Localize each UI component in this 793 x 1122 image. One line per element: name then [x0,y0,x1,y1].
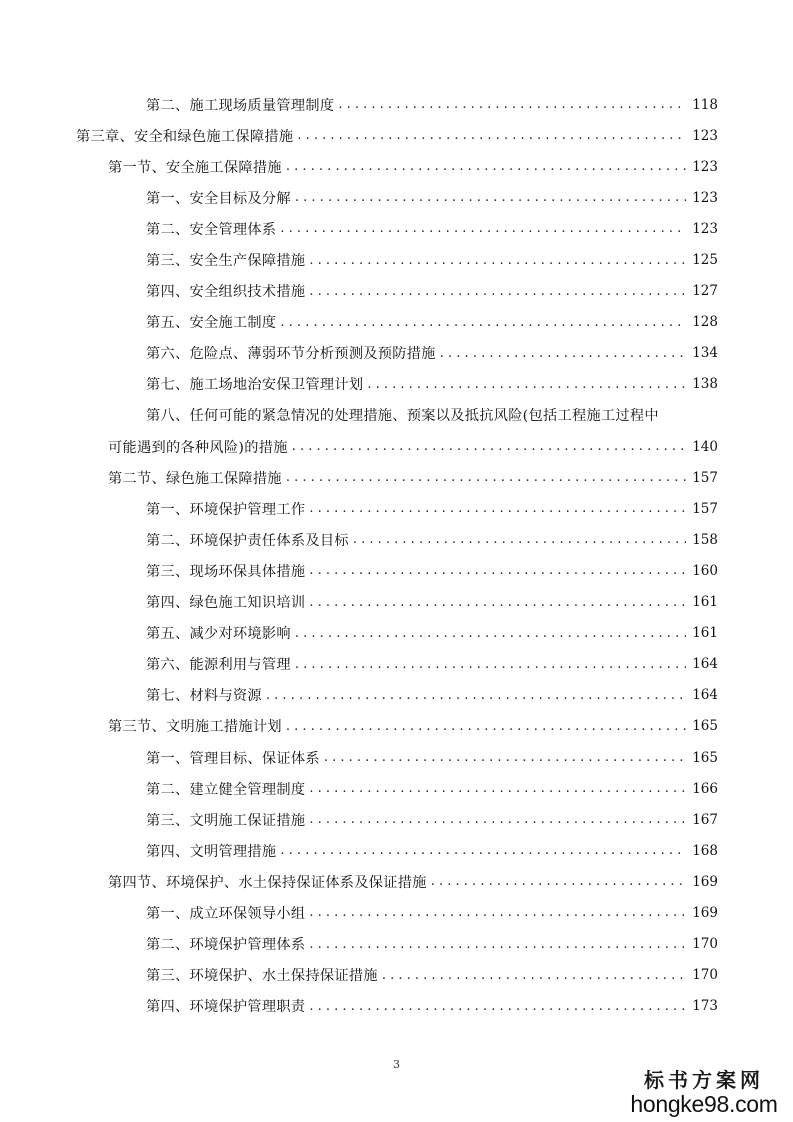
toc-leader-dots [353,532,686,547]
toc-entry-title: 第三节、文明施工措施计划 [108,719,282,736]
toc-leader-dots [295,190,686,205]
toc-entry-title: 第四、环境保护管理职责 [146,999,306,1016]
toc-entry-title: 第四、文明管理措施 [146,843,277,860]
toc-entry-title: 第二节、绿色施工保障措施 [108,470,282,487]
toc-entry[interactable] [0,307,793,338]
toc-leader-dots [266,688,686,703]
toc-entry[interactable] [0,960,793,991]
toc-entry-page: 157 [692,500,718,517]
toc-leader-dots [286,159,686,174]
toc-leader-dots [295,657,686,672]
watermark [629,1064,779,1118]
toc-entry-page: 169 [692,873,718,890]
toc-entry-title: 第三、安全生产保障措施 [146,253,306,270]
toc-entry-title: 第三章、安全和绿色施工保障措施 [76,128,294,145]
toc-entry[interactable] [0,804,793,835]
toc-entry[interactable] [0,244,793,275]
toc-entry-title: 第六、能源利用与管理 [146,657,291,674]
toc-entry-title: 第二、安全管理体系 [146,221,277,238]
toc-entry-title: 第八、任何可能的紧急情况的处理措施、预案以及抵抗风险(包括工程施工过程中 [146,408,659,425]
toc-entry-title: 第二、施工现场质量管理制度 [146,97,335,114]
toc-entry[interactable] [0,555,793,586]
toc-entry[interactable] [0,182,793,213]
toc-entry[interactable] [0,742,793,773]
table-of-contents [0,89,793,1022]
toc-entry[interactable] [0,276,793,307]
toc-entry-title: 第一节、安全施工保障措施 [108,159,282,176]
toc-entry-title: 第三、环境保护、水土保持保证措施 [146,968,378,985]
toc-entry[interactable] [0,773,793,804]
toc-entry[interactable] [0,338,793,369]
toc-entry-page: 167 [692,811,718,828]
toc-leader-dots [286,719,686,734]
toc-entry[interactable] [0,680,793,711]
toc-entry-title: 第七、施工场地治安保卫管理计划 [146,377,364,394]
toc-entry-title: 第一、环境保护管理工作 [146,501,306,518]
toc-entry-title: 第五、减少对环境影响 [146,626,291,643]
toc-entry[interactable] [0,213,793,244]
toc-leader-dots [382,968,686,983]
toc-leader-dots [324,750,686,765]
toc-entry-title: 第一、管理目标、保证体系 [146,750,320,767]
watermark-url: hongke98.com [630,1091,778,1117]
toc-entry[interactable] [0,587,793,618]
toc-entry[interactable] [0,711,793,742]
toc-entry[interactable] [0,493,793,524]
toc-entry-title: 第四节、环境保护、水土保持保证体系及保证措施 [108,874,427,891]
toc-entry-title: 第二、环境保护管理体系 [146,937,306,954]
toc-leader-dots [297,128,686,143]
toc-entry-title: 第一、成立环保领导小组 [146,905,306,922]
toc-leader-dots [309,937,686,952]
toc-leader-dots [338,97,686,112]
toc-entry-page: 127 [692,283,718,300]
toc-entry[interactable] [0,618,793,649]
toc-entry[interactable] [0,462,793,493]
toc-leader-dots [309,284,686,299]
toc-entry-page: 123 [692,220,718,237]
toc-leader-dots [440,346,686,361]
toc-entry-page: 138 [692,376,718,393]
toc-entry-title: 第三、文明施工保证措施 [146,812,306,829]
toc-leader-dots [309,905,686,920]
toc-entry-page: 134 [692,345,718,362]
toc-entry[interactable] [0,866,793,897]
toc-entry-page: 170 [692,936,718,953]
toc-entry-page: 160 [692,562,718,579]
toc-leader-dots [309,595,686,610]
toc-leader-dots [280,315,686,330]
toc-entry-page: 164 [692,687,718,704]
toc-entry-title: 第三、现场环保具体措施 [146,563,306,580]
toc-entry[interactable] [0,431,793,462]
toc-entry-page: 168 [692,842,718,859]
toc-leader-dots [309,781,686,796]
toc-entry-page: 170 [692,967,718,984]
toc-leader-dots [367,377,686,392]
toc-entry-title: 第七、材料与资源 [146,688,262,705]
toc-entry-page: 161 [692,594,718,611]
page-number: 3 [393,1058,400,1071]
toc-entry-page: 123 [692,189,718,206]
toc-entry-page: 158 [692,531,718,548]
toc-entry-page: 169 [692,904,718,921]
toc-entry[interactable] [0,89,793,120]
toc-entry-page: 123 [692,127,718,144]
toc-leader-dots [286,470,686,485]
toc-entry-title: 可能遇到的各种风险)的措施 [108,439,288,456]
toc-entry-page: 165 [692,718,718,735]
toc-entry-page: 166 [692,780,718,797]
toc-entry-page: 140 [692,438,718,455]
toc-entry-page: 157 [692,469,718,486]
toc-entry-page: 164 [692,656,718,673]
toc-entry-page: 118 [692,96,718,113]
toc-leader-dots [309,563,686,578]
toc-entry[interactable] [0,120,793,151]
toc-entry-page: 125 [692,252,718,269]
watermark-brand: 标书方案网 [644,1068,764,1092]
toc-entry[interactable] [0,929,793,960]
toc-entry[interactable] [0,369,793,400]
toc-entry-page: 128 [692,314,718,331]
toc-leader-dots [280,843,686,858]
toc-entry-page: 165 [692,749,718,766]
toc-entry[interactable] [0,151,793,182]
toc-entry-title: 第二、环境保护责任体系及目标 [146,532,349,549]
toc-entry-title: 第四、绿色施工知识培训 [146,595,306,612]
toc-leader-dots [431,874,686,889]
toc-entry-title: 第六、危险点、薄弱环节分析预测及预防措施 [146,346,436,363]
toc-leader-dots [309,253,686,268]
toc-entry[interactable] [0,991,793,1022]
toc-entry-title: 第二、建立健全管理制度 [146,781,306,798]
toc-entry[interactable] [0,524,793,555]
toc-entry-page: 173 [692,998,718,1015]
toc-leader-dots [295,626,686,641]
toc-entry-page: 161 [692,625,718,642]
toc-leader-dots [309,999,686,1014]
toc-entry-page: 123 [692,158,718,175]
toc-leader-dots [309,812,686,827]
toc-entry[interactable] [0,649,793,680]
toc-leader-dots [280,221,686,236]
toc-entry-title: 第四、安全组织技术措施 [146,284,306,301]
toc-entry-title: 第五、安全施工制度 [146,315,277,332]
toc-entry[interactable] [0,835,793,866]
toc-leader-dots [309,501,686,516]
toc-leader-dots [292,439,686,454]
toc-entry-title: 第一、安全目标及分解 [146,190,291,207]
toc-entry[interactable] [0,897,793,928]
toc-entry[interactable] [0,400,793,431]
